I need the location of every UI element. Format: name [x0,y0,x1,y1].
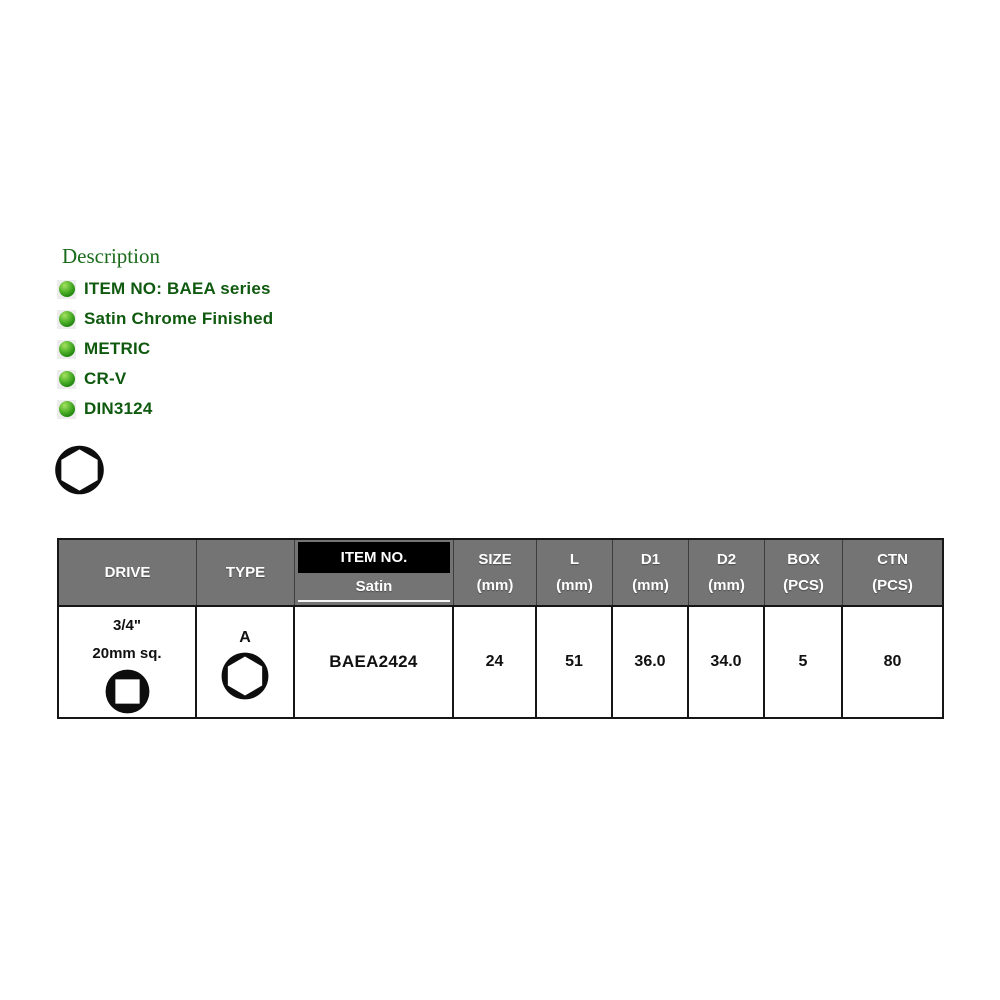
list-item-label: DIN3124 [84,399,153,418]
cell-size: 24 [454,607,537,717]
list-item-label: METRIC [84,339,151,358]
list-item [57,334,273,364]
list-item [57,274,273,304]
header-drive: DRIVE [59,540,197,605]
drive-mm-label: 20mm sq. [92,645,162,662]
table-header-row [59,540,942,607]
list-item [57,304,273,334]
green-ball-bullet-icon [57,280,76,299]
item-no-finish: Satin [298,573,450,602]
header-size: SIZE (mm) [454,540,537,605]
table-row [59,607,942,717]
header-d1: D1 (mm) [613,540,689,605]
list-item [57,364,273,394]
green-ball-bullet-icon [57,370,76,389]
list-item-label: Satin Chrome Finished [84,309,274,328]
cell-type [197,607,295,717]
cell-ctn: 80 [883,653,902,670]
spec-table [57,538,944,719]
green-ball-bullet-icon [57,310,76,329]
green-ball-bullet-icon [57,400,76,419]
hex-socket-icon [219,649,271,703]
cell-item-no: BAEA2424 [295,607,454,717]
cell-d1: 36.0 [613,607,689,717]
hex-socket-profile-icon [52,442,107,498]
square-drive-icon [104,668,151,715]
cell-d2: 34.0 [689,607,765,717]
cell-box: 5 [765,607,843,717]
type-letter: A [239,629,251,646]
header-box: BOX (PCS) [765,540,843,605]
cell-drive [59,607,197,717]
item-no-band: ITEM NO. [298,542,450,573]
cell-l: 51 [537,607,613,717]
header-d2: D2 (mm) [689,540,765,605]
green-ball-bullet-icon [57,340,76,359]
list-item-label: ITEM NO: BAEA series [84,279,271,298]
header-ctn: CTN (PCS) [843,540,942,605]
list-item-label: CR-V [84,369,127,388]
header-l: L (mm) [537,540,613,605]
header-type: TYPE [197,540,295,605]
description-heading: Description [62,244,160,268]
list-item [57,394,273,424]
header-item-no [295,540,454,605]
drive-size-label: 3/4" [113,617,141,634]
feature-list [57,274,273,424]
